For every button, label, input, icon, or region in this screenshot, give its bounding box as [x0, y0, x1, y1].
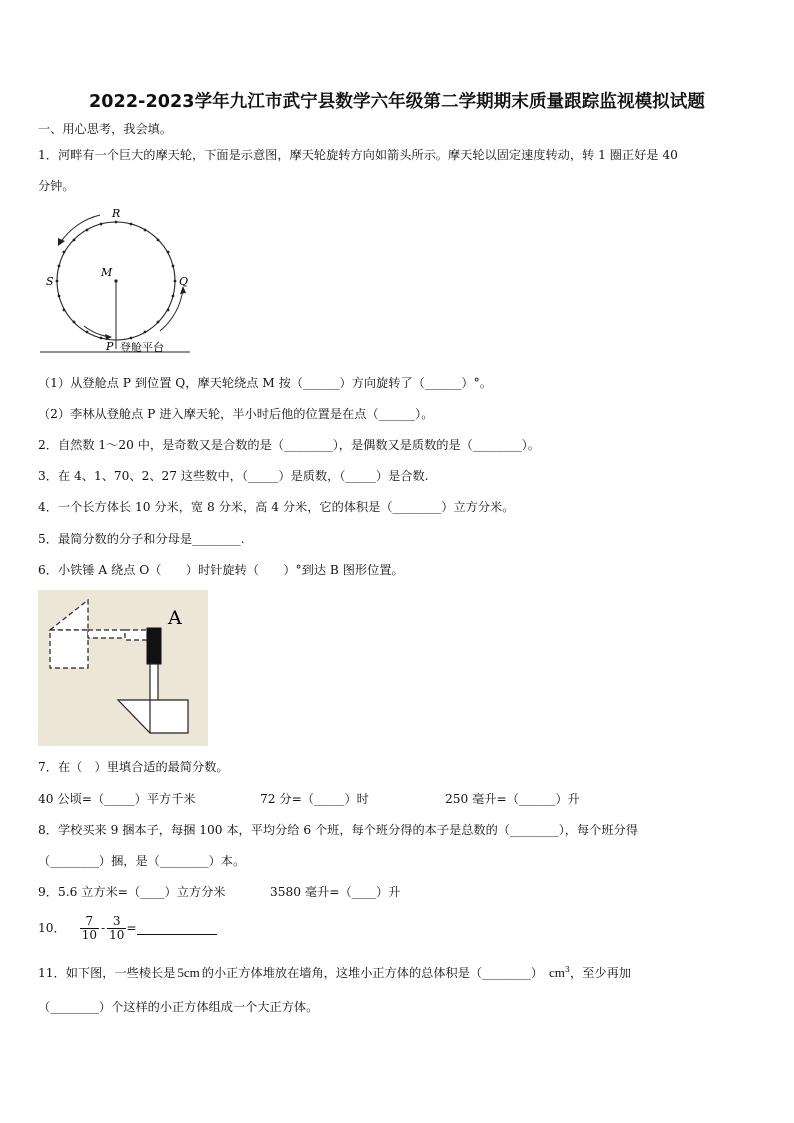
question-11-text-c: ，至少再加 [570, 966, 631, 981]
page-title: 2022-2023学年九江市武宁县数学六年级第二学期期末质量跟踪监视模拟试题 [89, 92, 705, 112]
question-1-sub-2: （2）李林从登舱点 P 进入摩天轮，半小时后他的位置是在点（______）。 [38, 407, 434, 421]
question-8-line-2: （________）捆，是（________）本。 [38, 854, 246, 868]
question-11-line-2: （________）个这样的小正方体组成一个大正方体。 [38, 1000, 319, 1014]
question-6: 6．小铁锤 A 绕点 O（ ）时针旋转（ ）°到达 B 图形位置。 [38, 563, 404, 577]
question-3: 3．在 4、1、70、2、27 这些数中，（_____）是质数，（_____）是合数. [38, 469, 429, 483]
question-9-item-2: 3580 毫升=（____）升 [270, 885, 401, 899]
answer-blank [137, 922, 217, 935]
question-11-line-1 [38, 962, 631, 981]
fraction-3-10 [107, 915, 126, 942]
question-10 [38, 912, 217, 944]
label-a: A [168, 607, 182, 629]
edge-length-value: 5cm [177, 965, 200, 981]
question-7-item-2: 72 分=（_____）时 [260, 792, 369, 806]
dashed-hammer-body [50, 630, 88, 668]
question-9-item-1: 9．5.6 立方米=（____）立方分米 [38, 885, 226, 899]
label-q: Q [179, 275, 189, 288]
hammer-a-head [147, 628, 161, 664]
label-s: S [46, 275, 54, 288]
dashed-handle-tip [125, 630, 147, 640]
arrow-right [160, 289, 183, 331]
fraction-denominator: 10 [81, 927, 97, 942]
equals-sign: = [126, 921, 137, 935]
unit-cm: cm [549, 965, 565, 981]
label-m: M [101, 266, 113, 279]
question-11-text-b: 的小正方体堆放在墙角，这堆小正方体的总体积是（________） [201, 966, 544, 981]
center-point-m [114, 279, 117, 282]
question-1-line-1: 1．河畔有一个巨大的摩天轮，下面是示意图，摩天轮旋转方向如箭头所示。摩天轮以固定速度转动，转 1 圈正好是 40 [38, 148, 678, 162]
section-heading: 一、用心思考，我会填。 [38, 122, 173, 136]
fraction-7-10 [80, 915, 99, 942]
unit-exponent: 3 [564, 965, 571, 974]
hammer-a-handle [150, 664, 158, 702]
hammer-rotation-diagram [38, 590, 208, 746]
label-p: P [106, 340, 114, 353]
dashed-handle [88, 630, 125, 638]
question-7-item-1: 40 公顷=（_____）平方千米 [38, 792, 196, 806]
ferris-wheel-diagram [38, 203, 198, 359]
arrow-top-left [60, 215, 100, 243]
minus-sign: - [100, 921, 106, 935]
question-10-prefix: 10． [38, 921, 66, 935]
fraction-numerator: 3 [112, 913, 121, 928]
fraction-numerator: 7 [85, 913, 94, 928]
question-5: 5．最简分数的分子和分母是________. [38, 532, 245, 546]
fraction-denominator: 10 [109, 927, 125, 942]
question-7: 7．在（ ）里填合适的最简分数。 [38, 760, 229, 774]
question-7-item-3: 250 毫升=（______）升 [445, 792, 580, 806]
question-8-line-1: 8．学校买来 9 捆本子，每捆 100 本，平均分给 6 个班，每个班分得的本子是总数的（________），每个班分得 [38, 823, 638, 837]
label-r: R [112, 207, 121, 220]
question-2: 2．自然数 1～20 中，是奇数又是合数的是（________），是偶数又是质数的是（________）。 [38, 438, 540, 452]
question-11-text-a: 11．如下图，一些棱长是 [38, 966, 176, 981]
question-1-sub-1: （1）从登舱点 P 到位置 Q，摩天轮绕点 M 按（______）方向旋转了（______）°。 [38, 376, 492, 390]
question-1-line-2: 分钟。 [38, 179, 75, 193]
platform-label: 登舱平台 [120, 341, 164, 354]
question-4: 4．一个长方体长 10 分米，宽 8 分米，高 4 分米，它的体积是（________）立方分米。 [38, 500, 515, 514]
